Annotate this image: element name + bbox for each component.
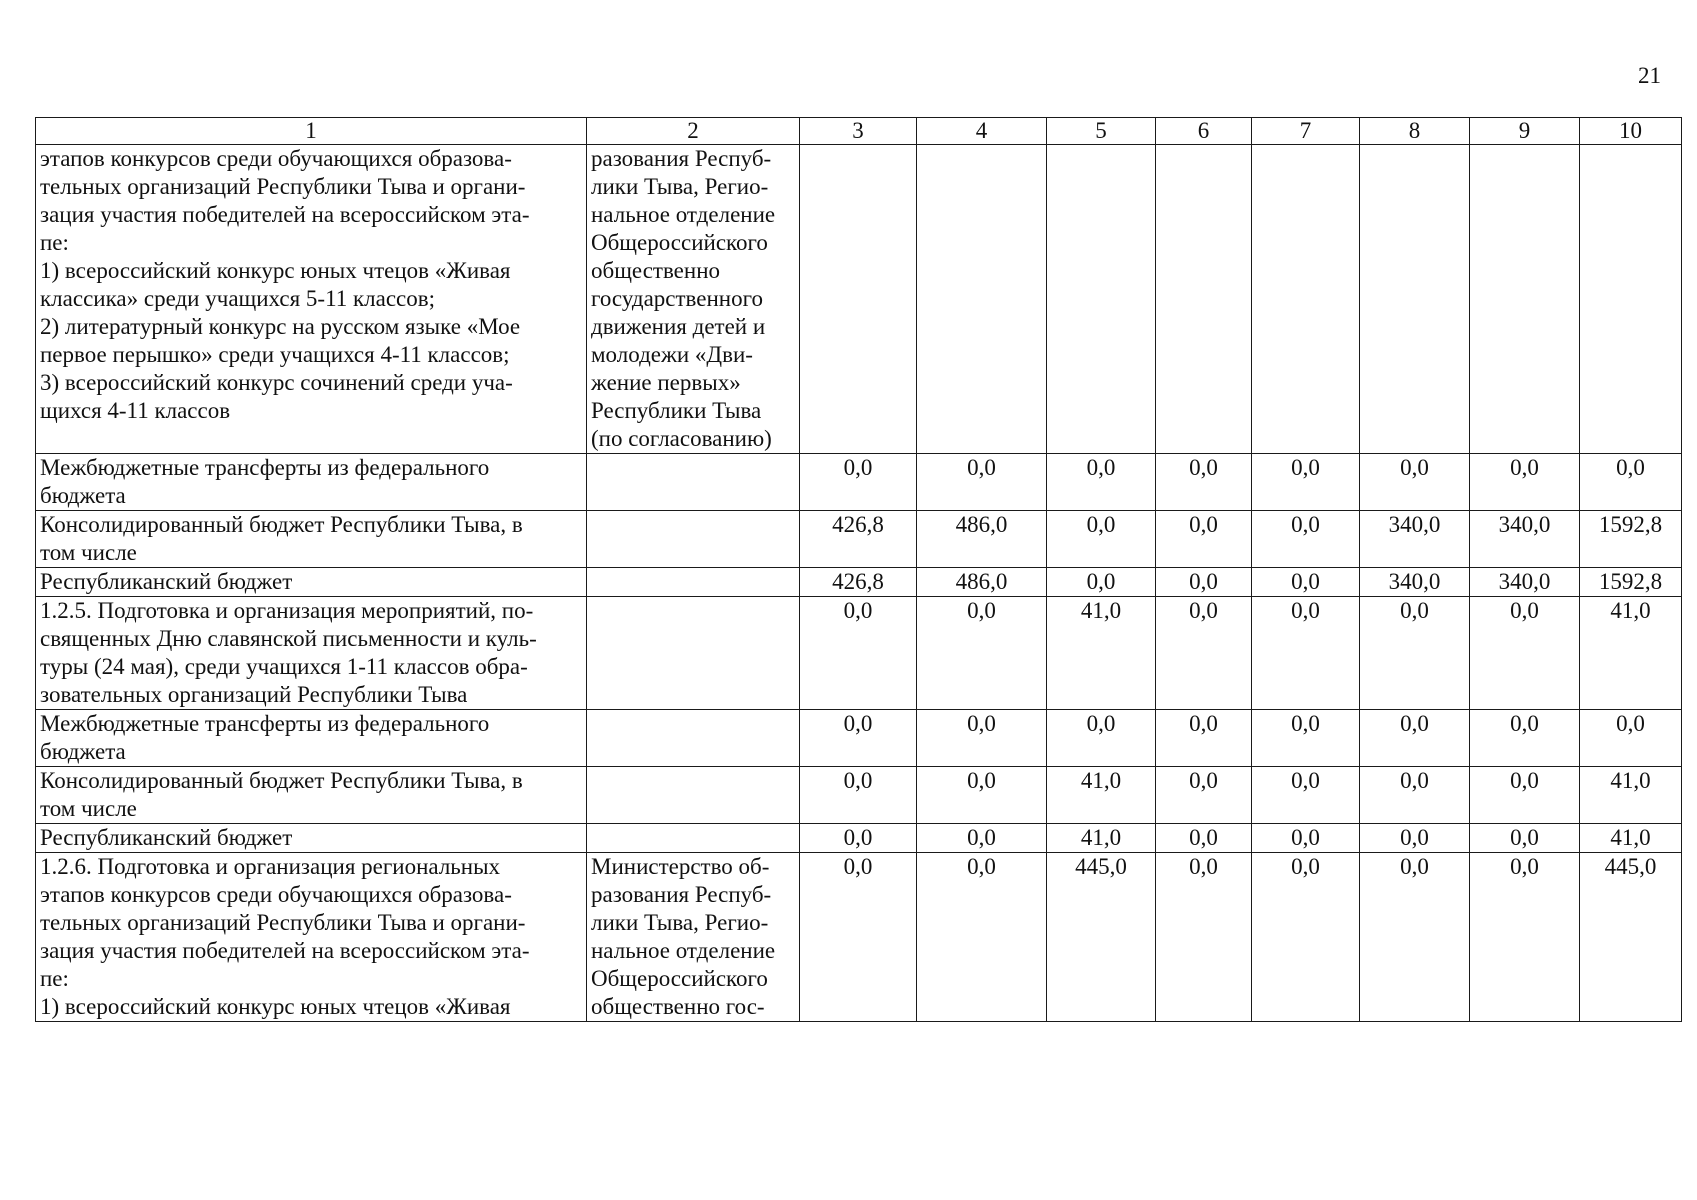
activity-name-cell: Межбюджетные трансферты из федерального бюджета xyxy=(36,454,587,511)
value-cell: 340,0 xyxy=(1360,568,1470,597)
activity-name-cell: этапов конкурсов среди обучающихся образова- тельных организаций Республики Тыва и органи- зация участия победителей на всероссийском эта- пе: 1) всероссийский конкурс юных чтецов «Живая классика» среди учащихся 5-11 классов; 2) литературный конкурс на русском языке «Мое первое перышко» среди учащихся 4-11 классов; 3) всероссийский конкурс сочинений среди уча- щихся 4-11 классов xyxy=(36,145,587,454)
table-row xyxy=(36,511,1682,568)
value-cell: 445,0 xyxy=(1580,853,1682,1022)
value-cell: 0,0 xyxy=(1252,454,1360,511)
value-cell: 0,0 xyxy=(1047,511,1156,568)
table-row xyxy=(36,824,1682,853)
value-cell: 0,0 xyxy=(1252,767,1360,824)
value-cell: 0,0 xyxy=(917,824,1047,853)
value-cell: 41,0 xyxy=(1047,767,1156,824)
column-number-row xyxy=(36,118,1682,145)
value-cell xyxy=(1360,145,1470,454)
value-cell: 41,0 xyxy=(1047,824,1156,853)
column-number: 9 xyxy=(1470,118,1580,145)
value-cell: 426,8 xyxy=(800,511,917,568)
value-cell xyxy=(1580,145,1682,454)
executor-cell xyxy=(587,710,800,767)
value-cell: 0,0 xyxy=(1047,454,1156,511)
value-cell: 0,0 xyxy=(1047,710,1156,767)
value-cell: 41,0 xyxy=(1580,824,1682,853)
value-cell: 0,0 xyxy=(917,710,1047,767)
value-cell: 0,0 xyxy=(917,597,1047,710)
column-number: 5 xyxy=(1047,118,1156,145)
table-row xyxy=(36,568,1682,597)
column-number: 4 xyxy=(917,118,1047,145)
value-cell: 1592,8 xyxy=(1580,568,1682,597)
value-cell: 0,0 xyxy=(1252,597,1360,710)
activity-name-cell: Межбюджетные трансферты из федерального бюджета xyxy=(36,710,587,767)
value-cell: 0,0 xyxy=(917,454,1047,511)
value-cell: 0,0 xyxy=(800,597,917,710)
value-cell xyxy=(1156,145,1252,454)
column-number: 6 xyxy=(1156,118,1252,145)
executor-cell xyxy=(587,597,800,710)
value-cell xyxy=(1470,145,1580,454)
value-cell: 0,0 xyxy=(1156,597,1252,710)
value-cell: 41,0 xyxy=(1047,597,1156,710)
table-row xyxy=(36,710,1682,767)
executor-cell: Министерство об- разования Респуб- лики Тыва, Регио- нальное отделение Общероссийского общественно гос- xyxy=(587,853,800,1022)
value-cell: 0,0 xyxy=(800,853,917,1022)
executor-cell xyxy=(587,824,800,853)
table-row xyxy=(36,853,1682,1022)
activity-name-cell: Республиканский бюджет xyxy=(36,824,587,853)
value-cell: 0,0 xyxy=(1156,454,1252,511)
activity-name-cell: Республиканский бюджет xyxy=(36,568,587,597)
executor-cell xyxy=(587,568,800,597)
value-cell: 445,0 xyxy=(1047,853,1156,1022)
column-number: 8 xyxy=(1360,118,1470,145)
value-cell: 0,0 xyxy=(1470,454,1580,511)
value-cell: 0,0 xyxy=(1580,454,1682,511)
table-row xyxy=(36,597,1682,710)
value-cell: 0,0 xyxy=(800,824,917,853)
table-row xyxy=(36,454,1682,511)
value-cell: 0,0 xyxy=(917,767,1047,824)
activity-name-cell: 1.2.5. Подготовка и организация мероприятий, по- священных Дню славянской письменности и куль- туры (24 мая), среди учащихся 1-11 классов обра- зовательных организаций Республики Тыва xyxy=(36,597,587,710)
value-cell: 0,0 xyxy=(1156,568,1252,597)
value-cell xyxy=(800,145,917,454)
value-cell: 41,0 xyxy=(1580,597,1682,710)
table-row xyxy=(36,145,1682,454)
column-number: 10 xyxy=(1580,118,1682,145)
value-cell xyxy=(1047,145,1156,454)
value-cell: 0,0 xyxy=(917,853,1047,1022)
value-cell: 0,0 xyxy=(1156,710,1252,767)
value-cell: 340,0 xyxy=(1470,568,1580,597)
value-cell: 0,0 xyxy=(1252,568,1360,597)
value-cell: 0,0 xyxy=(1470,710,1580,767)
table-row xyxy=(36,767,1682,824)
value-cell xyxy=(917,145,1047,454)
column-number: 7 xyxy=(1252,118,1360,145)
value-cell: 0,0 xyxy=(1470,767,1580,824)
executor-cell: разования Респуб- лики Тыва, Регио- нальное отделение Общероссийского общественно государственного движения детей и молодежи «Дви- жение первых» Республики Тыва (по согласованию) xyxy=(587,145,800,454)
value-cell: 41,0 xyxy=(1580,767,1682,824)
value-cell: 0,0 xyxy=(800,710,917,767)
value-cell: 0,0 xyxy=(1156,767,1252,824)
executor-cell xyxy=(587,511,800,568)
value-cell: 0,0 xyxy=(1156,853,1252,1022)
value-cell: 0,0 xyxy=(1580,710,1682,767)
budget-table xyxy=(35,117,1682,1022)
value-cell: 0,0 xyxy=(1156,824,1252,853)
value-cell: 1592,8 xyxy=(1580,511,1682,568)
value-cell: 0,0 xyxy=(800,767,917,824)
activity-name-cell: Консолидированный бюджет Республики Тыва, в том числе xyxy=(36,767,587,824)
value-cell: 0,0 xyxy=(1470,597,1580,710)
value-cell: 0,0 xyxy=(1360,597,1470,710)
executor-cell xyxy=(587,767,800,824)
activity-name-cell: 1.2.6. Подготовка и организация региональных этапов конкурсов среди обучающихся образова- тельных организаций Республики Тыва и органи- зация участия победителей на всероссийском эта- пе: 1) всероссийский конкурс юных чтецов «Живая xyxy=(36,853,587,1022)
value-cell: 0,0 xyxy=(1156,511,1252,568)
value-cell: 0,0 xyxy=(1360,454,1470,511)
value-cell: 0,0 xyxy=(1470,824,1580,853)
column-number: 1 xyxy=(36,118,587,145)
value-cell: 486,0 xyxy=(917,568,1047,597)
value-cell: 0,0 xyxy=(1360,853,1470,1022)
value-cell: 0,0 xyxy=(1360,710,1470,767)
value-cell: 0,0 xyxy=(800,454,917,511)
value-cell: 0,0 xyxy=(1252,824,1360,853)
value-cell: 0,0 xyxy=(1252,710,1360,767)
value-cell: 426,8 xyxy=(800,568,917,597)
activity-name-cell: Консолидированный бюджет Республики Тыва, в том числе xyxy=(36,511,587,568)
value-cell: 340,0 xyxy=(1360,511,1470,568)
column-number: 3 xyxy=(800,118,917,145)
value-cell: 486,0 xyxy=(917,511,1047,568)
value-cell: 0,0 xyxy=(1047,568,1156,597)
column-number: 2 xyxy=(587,118,800,145)
executor-cell xyxy=(587,454,800,511)
value-cell: 340,0 xyxy=(1470,511,1580,568)
value-cell: 0,0 xyxy=(1470,853,1580,1022)
value-cell: 0,0 xyxy=(1252,853,1360,1022)
value-cell: 0,0 xyxy=(1252,511,1360,568)
value-cell xyxy=(1252,145,1360,454)
page-number: 21 xyxy=(1638,63,1661,88)
value-cell: 0,0 xyxy=(1360,824,1470,853)
value-cell: 0,0 xyxy=(1360,767,1470,824)
